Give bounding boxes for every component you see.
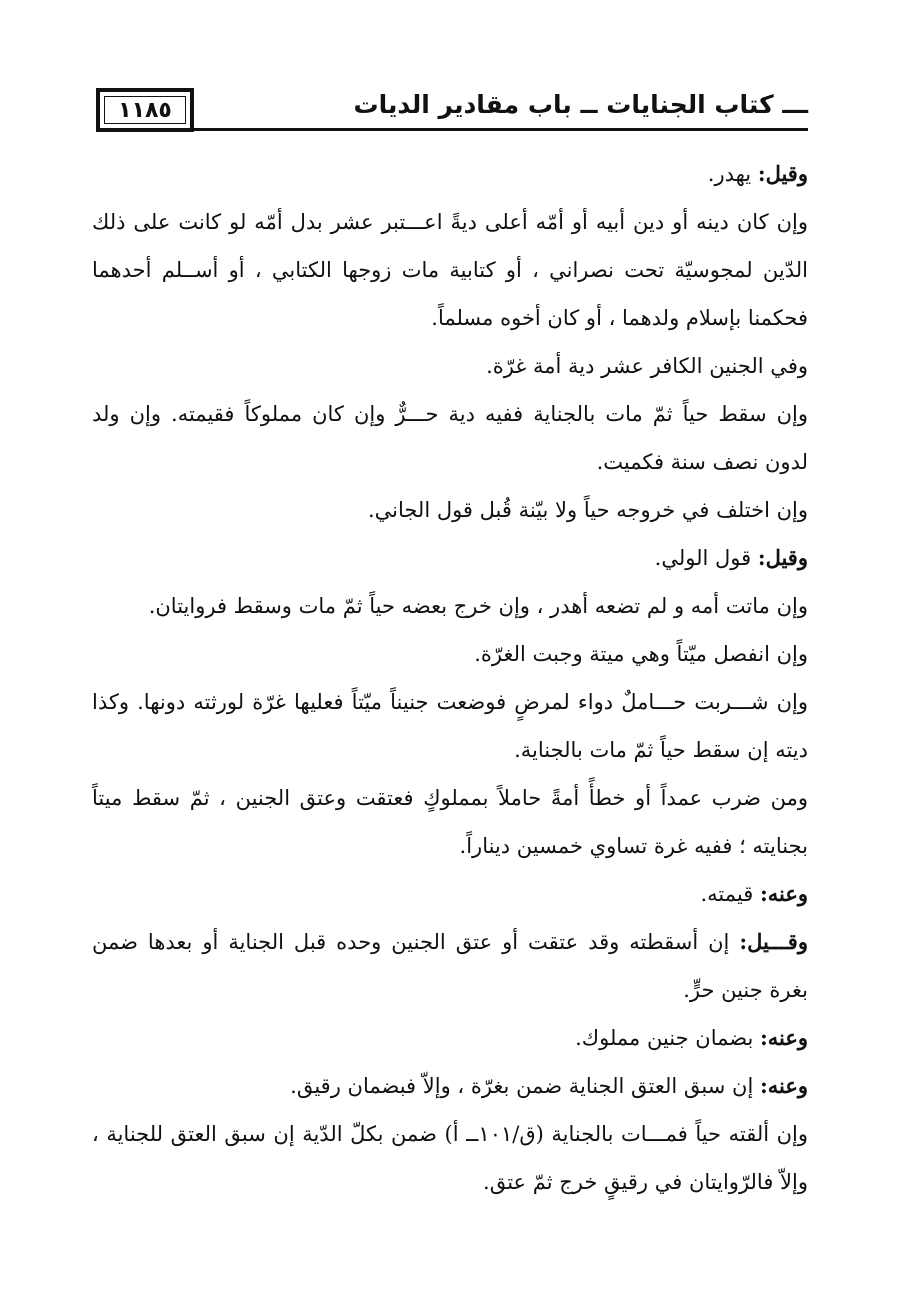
paragraph — [92, 534, 808, 582]
paragraph — [92, 198, 808, 342]
header-rule — [194, 128, 808, 131]
paragraph-text: إن سبق العتق الجناية ضمن بغرّة ، وإلاّ فبضمان رقيق. — [290, 1074, 760, 1098]
paragraph — [92, 486, 808, 534]
paragraph-text: وإن كان دينه أو دين أبيه أو أمّه أعلى ديةً اعـــتبر عشر بدل أمّه لو كانت على ذلك الدّين لمجوسيّة تحت نصراني ، أو كتابية مات زوجها الكتابي ، أو أســلم أحدهما فحكمنا بإسلام ولدهما ، أو كان أخوه مسلماً. — [92, 210, 808, 330]
paragraph-text: وإن شـــربت حـــاملٌ دواء لمرضٍ فوضعت جنيناً ميّتاً فعليها غرّة لورثته دونها. وكذا ديته إن سقط حياً ثمّ مات بالجناية. — [92, 690, 808, 762]
paragraph-text: قول الولي. — [654, 546, 758, 570]
body-text — [92, 150, 808, 1206]
paragraph-lead: وقـــيل: — [739, 929, 808, 954]
paragraph-text: ومن ضرب عمداً أو خطأً أمةً حاملاً بمملوكٍ فعتقت وعتق الجنين ، ثمّ سقط ميتاً بجنايته ؛ ففيه غرة تساوي خمسين ديناراً. — [92, 786, 808, 858]
paragraph-text: بضمان جنين مملوك. — [575, 1026, 760, 1050]
paragraph-text: وإن انفصل ميّتاً وهي ميتة وجبت الغرّة. — [474, 642, 808, 666]
paragraph-text: وإن ألقته حياً فمـــات بالجناية (ق/١٠١ــ أ) ضمن بكلّ الدّية إن سبق العتق للجناية ، وإلاّ فالرّوايتان في رقيقٍ خرج ثمّ عتق. — [92, 1122, 808, 1194]
paragraph-text: وفي الجنين الكافر عشر دية أمة غرّة. — [486, 354, 808, 378]
paragraph-lead: وعنه: — [759, 1073, 808, 1098]
paragraph-lead: وعنه: — [759, 881, 808, 906]
paragraph — [92, 918, 808, 1014]
paragraph-text: وإن اختلف في خروجه حياً ولا بيّنة قُبل قول الجاني. — [367, 498, 808, 522]
paragraph — [92, 1062, 808, 1110]
page-number: ١١٨٥ — [96, 88, 194, 132]
paragraph-text: قيمته. — [700, 882, 760, 906]
paragraph — [92, 150, 808, 198]
paragraph-text: وإن ماتت أمه و لم تضعه أهدر ، وإن خرج بعضه حياً ثمّ مات وسقط فروايتان. — [148, 594, 808, 618]
paragraph — [92, 678, 808, 774]
paragraph-text: وإن سقط حياً ثمّ مات بالجناية ففيه دية حـــرٌّ وإن كان مملوكاً فقيمته. وإن ولد لدون نصف سنة فكميت. — [92, 402, 808, 474]
paragraph-text: إن أسقطته وقد عتقت أو عتق الجنين وحده قبل الجناية أو بعدها ضمن بغرة جنين حرٍّ. — [92, 930, 808, 1002]
paragraph — [92, 582, 808, 630]
paragraph-lead: وقيل: — [757, 545, 808, 570]
paragraph — [92, 870, 808, 918]
paragraph — [92, 774, 808, 870]
paragraph-text: يهدر. — [707, 162, 758, 186]
paragraph — [92, 342, 808, 390]
paragraph-lead: وقيل: — [757, 161, 808, 186]
paragraph — [92, 630, 808, 678]
paragraph — [92, 1014, 808, 1062]
page-header — [96, 88, 808, 136]
paragraph — [92, 390, 808, 486]
paragraph-lead: وعنه: — [759, 1025, 808, 1050]
running-title: ـــ كتاب الجنايات ــ باب مقادير الديات — [344, 90, 808, 119]
paragraph — [92, 1110, 808, 1206]
